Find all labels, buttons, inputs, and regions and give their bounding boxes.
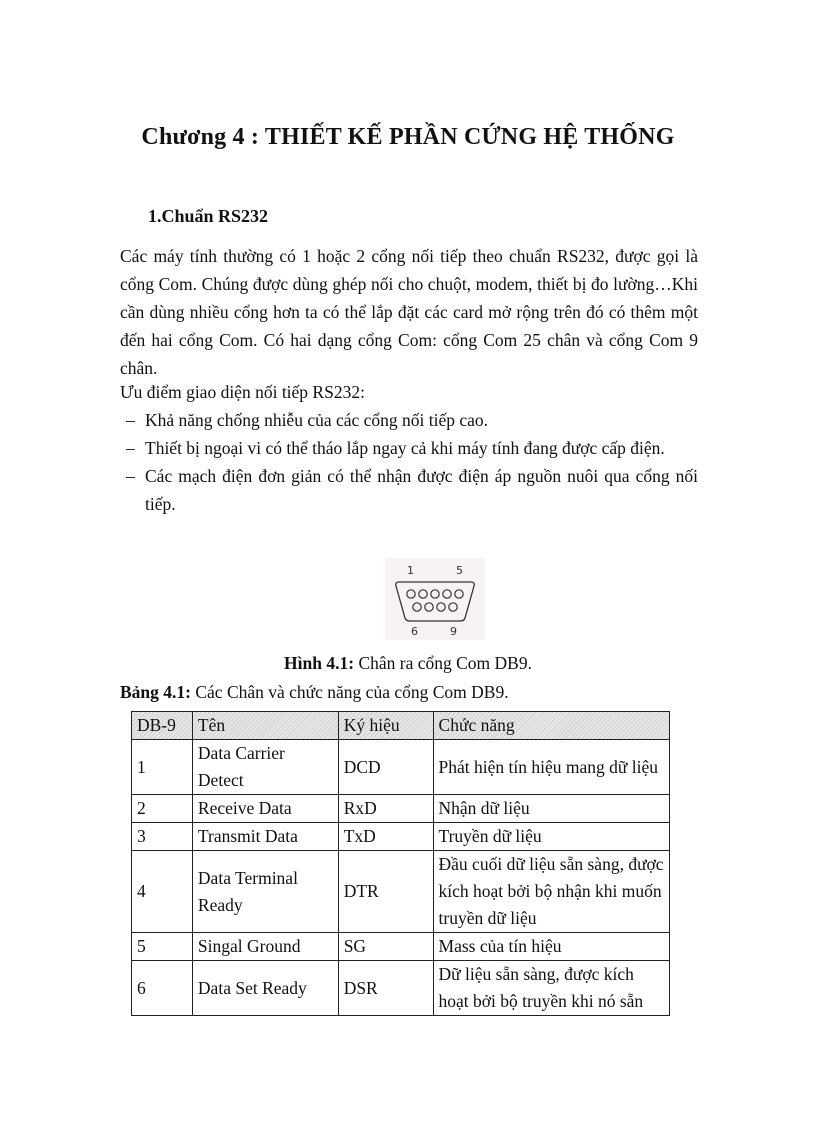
cell-pin: 6 <box>132 961 193 1016</box>
header-function: Chức năng <box>433 712 669 740</box>
cell-symbol: DTR <box>338 851 433 933</box>
advantage-text: Thiết bị ngoại vi có thể tháo lắp ngay cả khi máy tính đang được cấp điện. <box>145 438 665 458</box>
advantages-list <box>120 406 698 518</box>
figure-caption-text: Chân ra cổng Com DB9. <box>354 653 532 673</box>
cell-function: Dữ liệu sẵn sàng, được kích hoạt bởi bộ truyền khi nó sẵn <box>433 961 669 1016</box>
figure-caption-label: Hình 4.1: <box>284 653 355 673</box>
header-symbol: Ký hiệu <box>338 712 433 740</box>
cell-symbol: DSR <box>338 961 433 1016</box>
cell-pin: 4 <box>132 851 193 933</box>
section-title: 1.Chuẩn RS232 <box>148 206 269 226</box>
cell-name: Data Carrier Detect <box>192 740 338 795</box>
db9-connector-figure <box>385 558 485 640</box>
cell-symbol: RxD <box>338 795 433 823</box>
cell-symbol: SG <box>338 933 433 961</box>
table-caption-label: Bảng 4.1: <box>120 682 191 702</box>
table-row <box>132 933 670 961</box>
header-name: Tên <box>192 712 338 740</box>
pin-label-6: 6 <box>411 625 418 638</box>
pin-label-9: 9 <box>450 625 457 638</box>
table-row <box>132 740 670 795</box>
table-caption <box>120 682 509 703</box>
pin-label-1: 1 <box>407 564 414 577</box>
cell-name: Singal Ground <box>192 933 338 961</box>
table-row <box>132 823 670 851</box>
cell-function: Nhận dữ liệu <box>433 795 669 823</box>
table-header-row <box>132 712 670 740</box>
chapter-title: Chương 4 : THIẾT KẾ PHẦN CỨNG HỆ THỐNG <box>141 124 675 150</box>
cell-pin: 5 <box>132 933 193 961</box>
advantage-text: Các mạch điện đơn giản có thể nhận được điện áp nguồn nuôi qua cổng nối tiếp. <box>145 466 698 514</box>
cell-name: Transmit Data <box>192 823 338 851</box>
table-row <box>132 961 670 1016</box>
figure-caption <box>0 653 816 674</box>
cell-name: Data Terminal Ready <box>192 851 338 933</box>
db9-connector-icon <box>385 558 485 640</box>
cell-symbol: TxD <box>338 823 433 851</box>
list-item: – Các mạch điện đơn giản có thể nhận được điện áp nguồn nuôi qua cổng nối tiếp. <box>126 466 698 514</box>
advantage-text: Khả năng chống nhiễu của các cổng nối tiếp cao. <box>145 410 489 430</box>
list-item: – Khả năng chống nhiễu của các cổng nối tiếp cao. <box>126 410 489 430</box>
cell-function: Phát hiện tín hiệu mang dữ liệu <box>433 740 669 795</box>
cell-function: Truyền dữ liệu <box>433 823 669 851</box>
advantages-heading: Ưu điểm giao diện nối tiếp RS232: <box>120 382 365 402</box>
cell-function: Mass của tín hiệu <box>433 933 669 961</box>
db9-pin-table <box>131 711 670 1016</box>
table-caption-text: Các Chân và chức năng của cổng Com DB9. <box>190 682 509 702</box>
cell-name: Data Set Ready <box>192 961 338 1016</box>
header-pin: DB-9 <box>132 712 193 740</box>
cell-name: Receive Data <box>192 795 338 823</box>
pin-label-5: 5 <box>456 564 463 577</box>
table-row <box>132 795 670 823</box>
list-item: – Thiết bị ngoại vi có thể tháo lắp ngay cả khi máy tính đang được cấp điện. <box>126 438 665 458</box>
table-row <box>132 851 670 933</box>
cell-pin: 3 <box>132 823 193 851</box>
cell-symbol: DCD <box>338 740 433 795</box>
cell-pin: 1 <box>132 740 193 795</box>
cell-pin: 2 <box>132 795 193 823</box>
intro-paragraph: Các máy tính thường có 1 hoặc 2 cổng nối tiếp theo chuẩn RS232, được gọi là cổng Com. Chúng được dùng ghép nối cho chuột, modem, thiết bị đo lường…Khi cần dùng nhiều cổng hơn ta có thể lắp đặt các card mở rộng trên đó có thêm một đến hai cổng Com. Có hai dạng cổng Com: cổng Com 25 chân và cổng Com 9 chân. <box>120 246 698 378</box>
cell-function: Đầu cuối dữ liệu sẵn sàng, được kích hoạt bởi bộ nhận khi muốn truyền dữ liệu <box>433 851 669 933</box>
